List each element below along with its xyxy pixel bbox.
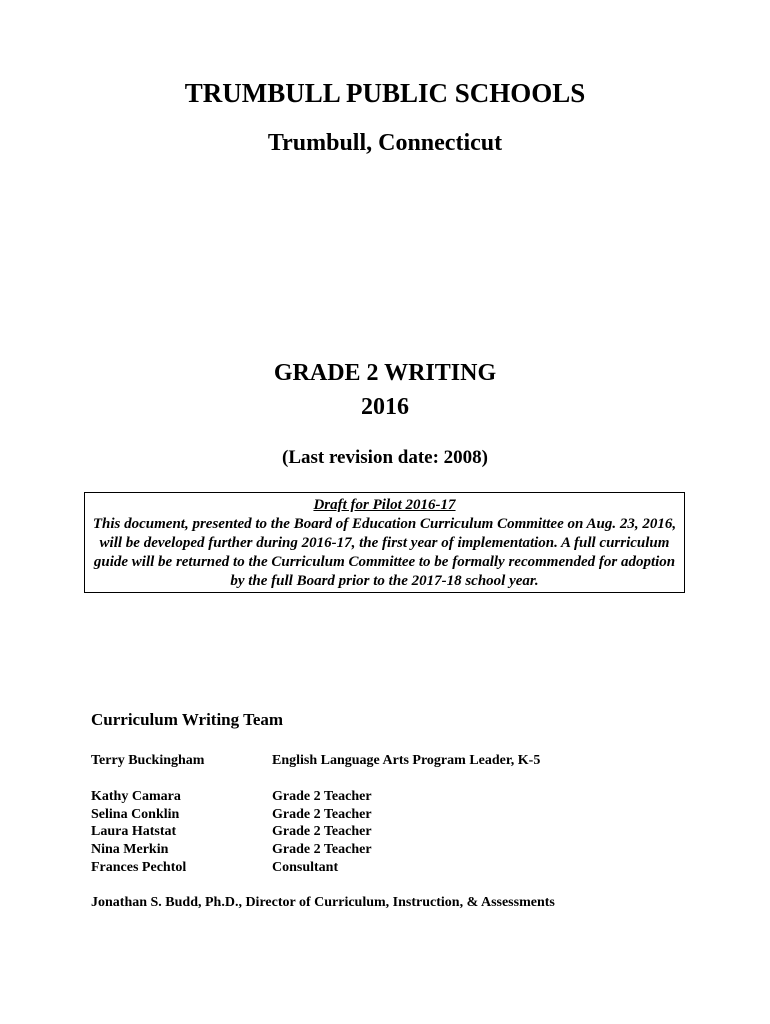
draft-notice-body: This document, presented to the Board of Education Curriculum Committee on Aug. 23, 2016, will be developed further during 2016-17, the first year of implementation. A full curriculum guide will be returned to the Curriculum Committee to be formally recommended for adoption by the full Board prior to the 2017-18 school year. xyxy=(92,516,677,589)
director-credit: Jonathan S. Budd, Ph.D., Director of Curriculum, Instruction, & Assessments xyxy=(91,895,555,910)
district-name: TRUMBULL PUBLIC SCHOOLS xyxy=(184,78,586,108)
document-year: 2016 xyxy=(361,394,409,420)
team-member-name: Selina Conklin xyxy=(91,807,180,822)
team-member-role: Grade 2 Teacher xyxy=(272,824,372,839)
team-member-role: Grade 2 Teacher xyxy=(272,842,372,857)
team-member-name: Frances Pechtol xyxy=(91,860,187,875)
team-member-role: Grade 2 Teacher xyxy=(272,789,372,804)
team-heading: Curriculum Writing Team xyxy=(91,710,284,729)
team-member-name: Kathy Camara xyxy=(91,789,181,804)
draft-notice-box xyxy=(84,492,685,593)
draft-notice-heading: Draft for Pilot 2016-17 xyxy=(313,497,456,513)
team-member-role: English Language Arts Program Leader, K-5 xyxy=(272,753,541,768)
team-member-name: Terry Buckingham xyxy=(91,753,205,768)
district-location: Trumbull, Connecticut xyxy=(267,130,503,156)
team-member-name: Nina Merkin xyxy=(91,842,169,857)
document-title: GRADE 2 WRITING xyxy=(273,360,497,386)
team-member-role: Grade 2 Teacher xyxy=(272,807,372,822)
revision-date: (Last revision date: 2008) xyxy=(282,447,488,468)
team-member-name: Laura Hatstat xyxy=(91,824,177,839)
team-member-role: Consultant xyxy=(272,860,339,875)
